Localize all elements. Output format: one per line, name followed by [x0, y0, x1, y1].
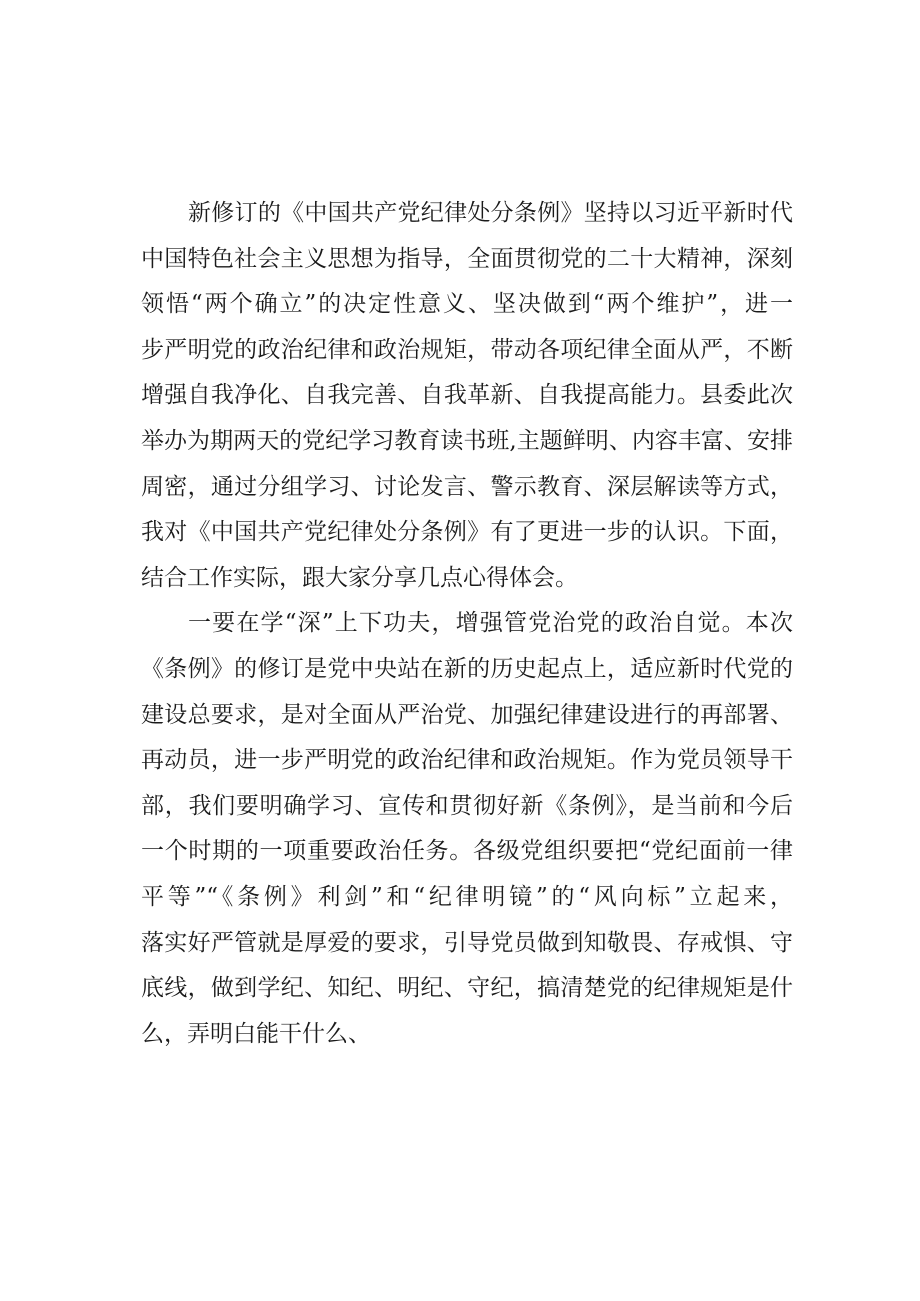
text-line: 一个时期的一项重要政治任务。各级党组织要把“党纪面前一律 — [141, 838, 793, 865]
paragraph-1 — [141, 191, 793, 601]
text-line: 我对《中国共产党纪律处分条例》有了更进一步的认识。下面， — [141, 519, 793, 546]
text-line: 新修订的《中国共产党纪律处分条例》坚持以习近平新时代 — [188, 200, 793, 226]
text-line: 领悟“两个确立”的决定性意义、坚决做到“两个维护”，进一 — [141, 291, 793, 318]
text-line: 一要在学“深”上下功夫，增强管党治党的政治自觉。本次 — [188, 610, 793, 637]
document-body — [141, 191, 793, 1057]
text-line: 结合工作实际，跟大家分享几点心得体会。 — [141, 564, 578, 591]
text-line: 步严明党的政治纪律和政治规矩，带动各项纪律全面从严，不断 — [141, 336, 793, 363]
text-line: 建设总要求，是对全面从严治党、加强纪律建设进行的再部署、 — [141, 701, 793, 728]
text-line: 增强自我净化、自我完善、自我革新、自我提高能力。县委此次 — [141, 382, 793, 409]
text-line: 么，弄明白能干什么、 — [141, 1020, 371, 1047]
text-line: 底线，做到学纪、知纪、明纪、守纪，搞清楚党的纪律规矩是什 — [141, 975, 793, 1002]
paragraph-2 — [141, 601, 793, 1057]
text-line: 平等”“《条例》利剑”和“纪律明镜”的“风向标”立起来， — [141, 883, 793, 910]
text-line: 举办为期两天的党纪学习教育读书班,主题鲜明、内容丰富、安排 — [141, 427, 793, 454]
text-line: 《条例》的修订是党中央站在新的历史起点上，适应新时代党的 — [141, 655, 793, 682]
text-line: 部，我们要明确学习、宣传和贯彻好新《条例》，是当前和今后 — [141, 792, 793, 819]
text-line: 再动员，进一步严明党的政治纪律和政治规矩。作为党员领导干 — [141, 747, 793, 774]
text-line: 落实好严管就是厚爱的要求，引导党员做到知敬畏、存戒惧、守 — [141, 929, 793, 956]
text-line: 中国特色社会主义思想为指导，全面贯彻党的二十大精神，深刻 — [141, 245, 793, 272]
text-line: 周密，通过分组学习、讨论发言、警示教育、深层解读等方式， — [141, 473, 793, 500]
